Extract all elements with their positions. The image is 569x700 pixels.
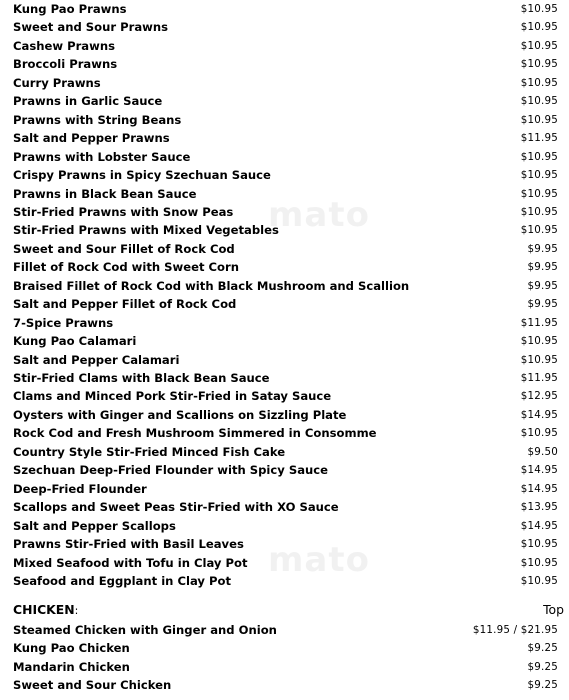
- menu-item: [0, 55, 569, 73]
- menu-item-price: $9.95: [527, 242, 558, 255]
- menu-item: [0, 18, 569, 36]
- menu-item-price: $11.95: [520, 132, 558, 145]
- menu-item: [0, 129, 569, 147]
- menu-item: [0, 277, 569, 295]
- menu-item: [0, 639, 569, 657]
- menu-item-price: $10.95: [520, 39, 558, 52]
- menu-item: [0, 387, 569, 405]
- menu-item-name: Stir-Fried Prawns with Mixed Vegetables: [13, 223, 279, 238]
- menu-item-price: $10.95: [520, 205, 558, 218]
- menu-item-price: $11.95: [520, 316, 558, 329]
- menu-item-price: $10.95: [520, 427, 558, 440]
- menu-item-price: $9.25: [527, 679, 558, 692]
- menu-item-price: $10.95: [520, 574, 558, 587]
- menu-item-price: $9.95: [527, 298, 558, 311]
- top-link[interactable]: Top: [543, 602, 564, 617]
- menu-item-price: $10.95: [520, 95, 558, 108]
- menu-item-price: $10.95: [520, 335, 558, 348]
- menu-item-name: Stir-Fried Clams with Black Bean Sauce: [13, 371, 270, 385]
- menu-item-price: $10.95: [520, 187, 558, 200]
- menu-item: [0, 314, 569, 332]
- menu-item-name: Prawns with Lobster Sauce: [13, 149, 191, 164]
- menu-item-name: Prawns Stir-Fried with Basil Leaves: [13, 537, 244, 552]
- menu-item-price: $10.95: [520, 76, 558, 89]
- menu-item: [0, 185, 569, 203]
- menu-item-name: Seafood and Eggplant in Clay Pot: [13, 573, 232, 588]
- menu-item-name: Crispy Prawns in Spicy Szechuan Sauce: [13, 168, 271, 183]
- menu-item-price: $14.95: [520, 464, 558, 477]
- menu-item-price: $10.95: [520, 224, 558, 237]
- menu-item-name: Curry Prawns: [13, 75, 101, 90]
- menu-item: [0, 658, 569, 676]
- menu-item-name: Braised Fillet of Rock Cod with Black Mushroom and Scallion: [13, 278, 410, 293]
- menu-item-price: $10.95: [520, 353, 558, 366]
- menu-item-price: $10.95: [520, 538, 558, 551]
- menu-item-name: Oysters with Ginger and Scallions on Sizzling Plate: [13, 407, 347, 422]
- menu-item-name: Cashew Prawns: [13, 38, 116, 53]
- menu-item: [0, 166, 569, 184]
- menu-item-price: $9.95: [527, 279, 558, 292]
- menu-item: [0, 572, 569, 590]
- menu-item-price: $9.50: [527, 445, 558, 458]
- menu-item-name: Fillet of Rock Cod with Sweet Corn: [13, 260, 239, 275]
- menu-item-price: $10.95: [520, 3, 558, 15]
- menu-item: [0, 111, 569, 129]
- menu-item-name: Prawns in Black Bean Sauce: [13, 186, 197, 201]
- menu-item-name: Sweet and Sour Fillet of Rock Cod: [13, 241, 235, 256]
- menu-item-price: $9.95: [527, 261, 558, 274]
- menu-item-name: Prawns with String Beans: [13, 112, 182, 127]
- menu-item-price: $9.25: [527, 642, 558, 655]
- menu-item-name: Deep-Fried Flounder: [13, 481, 147, 496]
- menu-item: [0, 554, 569, 572]
- menu-item-price: $11.95: [520, 372, 558, 384]
- section-header-chicken: [0, 600, 569, 620]
- watermark: mato: [268, 195, 370, 235]
- menu-item-price: $10.95: [520, 58, 558, 71]
- menu-item-price: $10.95: [520, 21, 558, 34]
- menu-item-name: Rock Cod and Fresh Mushroom Simmered in Consomme: [13, 426, 377, 441]
- menu-item: [0, 676, 569, 694]
- menu-item-price: $11.95 / $21.95: [472, 624, 558, 636]
- menu-item: [0, 424, 569, 442]
- menu-item-name: Prawns in Garlic Sauce: [13, 94, 163, 109]
- menu-item: [0, 0, 569, 18]
- menu-item-price: $14.95: [520, 482, 558, 495]
- menu-item-price: $10.95: [520, 169, 558, 182]
- menu-item-price: $12.95: [520, 390, 558, 403]
- menu-item: [0, 443, 569, 461]
- menu-item-name: Broccoli Prawns: [13, 57, 118, 72]
- menu-item-name: Salt and Pepper Prawns: [13, 131, 170, 146]
- menu-item: [0, 203, 569, 221]
- menu-item-name: Kung Pao Calamari: [13, 334, 137, 349]
- menu-item: [0, 535, 569, 553]
- menu-item-price: $10.95: [520, 150, 558, 163]
- menu-item-name: Sweet and Sour Prawns: [13, 20, 169, 35]
- menu-item-name: Salt and Pepper Calamari: [13, 352, 180, 367]
- menu-item-price: $14.95: [520, 519, 558, 532]
- menu-item-price: $9.25: [527, 660, 558, 673]
- menu-item-price: $10.95: [520, 113, 558, 126]
- menu-item: [0, 480, 569, 498]
- menu-item: [0, 369, 569, 387]
- menu-item: [0, 517, 569, 535]
- menu-item-name: Steamed Chicken with Ginger and Onion: [13, 623, 277, 637]
- menu-item: [0, 37, 569, 55]
- menu-item-name: Szechuan Deep-Fried Flounder with Spicy Sauce: [13, 463, 329, 478]
- menu-item-name: 7-Spice Prawns: [13, 315, 114, 330]
- menu-item: [0, 332, 569, 350]
- menu-item-name: Scallops and Sweet Peas Stir-Fried with XO Sauce: [13, 500, 339, 515]
- menu-item-name: Kung Pao Chicken: [13, 641, 130, 656]
- menu-item-name: Stir-Fried Prawns with Snow Peas: [13, 204, 234, 219]
- menu-item-price: $14.95: [520, 408, 558, 421]
- menu-item: [0, 148, 569, 166]
- menu-item: [0, 295, 569, 313]
- menu-item: [0, 240, 569, 258]
- menu-item-name: Country Style Stir-Fried Minced Fish Cake: [13, 444, 286, 459]
- menu-item-name: Mandarin Chicken: [13, 659, 130, 674]
- menu-item-name: Clams and Minced Pork Stir-Fried in Satay Sauce: [13, 389, 332, 404]
- menu-item: [0, 92, 569, 110]
- menu-item-price: $10.95: [520, 556, 558, 569]
- watermark: mato: [268, 540, 370, 580]
- menu-item: [0, 461, 569, 479]
- menu-item: [0, 74, 569, 92]
- menu-item-name: Salt and Pepper Scallops: [13, 518, 176, 533]
- menu-item-name: Mixed Seafood with Tofu in Clay Pot: [13, 555, 248, 570]
- menu-item-name: Salt and Pepper Fillet of Rock Cod: [13, 297, 237, 312]
- menu-item-price: $13.95: [520, 501, 558, 514]
- menu-item-name: Sweet and Sour Chicken: [13, 678, 172, 693]
- menu-item: [0, 351, 569, 369]
- menu-item: [0, 221, 569, 239]
- menu-item: [0, 258, 569, 276]
- menu-item: [0, 621, 569, 639]
- section-title: CHICKEN:: [13, 602, 79, 617]
- menu-item-name: Kung Pao Prawns: [13, 2, 127, 16]
- menu-item: [0, 406, 569, 424]
- menu-item: [0, 498, 569, 516]
